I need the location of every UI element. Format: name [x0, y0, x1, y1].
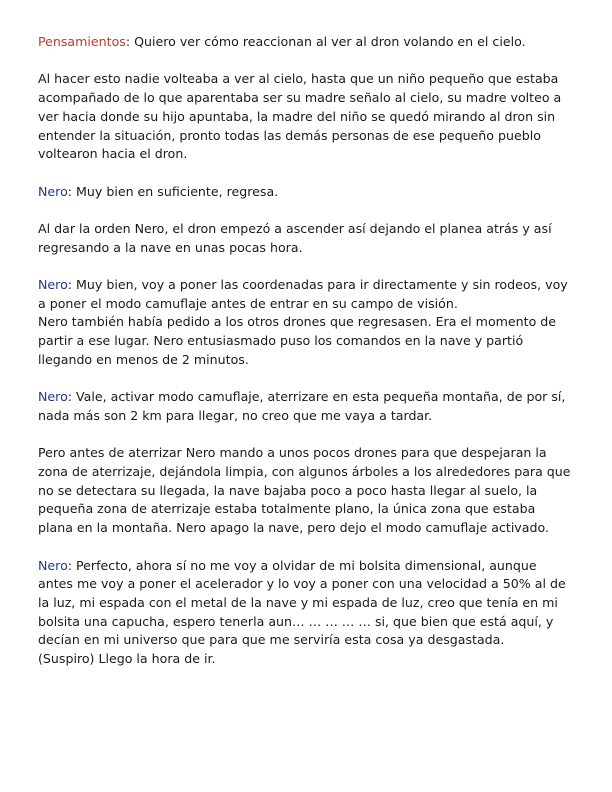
paragraph-text: Al dar la orden Nero, el dron empezó a ascender así dejando el planea atrás y así regresando a la nave en unas pocas hora.: [38, 220, 552, 255]
paragraph-4: [38, 220, 574, 257]
speaker-label: Nero: [38, 183, 68, 199]
paragraph-1: [38, 33, 574, 52]
paragraph-text: : Muy bien en suficiente, regresa.: [67, 183, 279, 199]
paragraph-text: : Perfecto, ahora sí no me voy a olvidar de mi bolsita dimensional, aunque antes me voy a poner el acelerador y lo voy a poner con una velocidad a 50% al de la luz, mi espada con el metal de la nave y mi espada de luz, creo que tenía en mi bolsita una capucha, espero tenerla aun… … … … … si, que bien que está aquí, y decían en mi universo que para que me serviría esta cosa ya desgastada. (Suspiro) Llego la hora de ir.: [38, 557, 566, 667]
speaker-label: Nero: [38, 557, 68, 573]
paragraph-text: : Quiero ver cómo reaccionan al ver al dron volando en el cielo.: [125, 34, 526, 49]
paragraph-2: [38, 70, 574, 164]
paragraph-7: [38, 444, 574, 538]
speaker-label: Nero: [38, 389, 68, 405]
paragraph-5: [38, 276, 574, 370]
paragraph-text: Al hacer esto nadie volteaba a ver al cielo, hasta que un niño pequeño que estaba acompañado de lo que aparentaba ser su madre señalo al cielo, su madre volteo a ver hacia donde su hijo apuntaba, la madre del niño se quedó mirando al dron sin entender la situación, pronto todas las demás personas de ese pequeño pueblo voltearon hacia el dron.: [38, 71, 562, 162]
paragraph-text: Pero antes de aterrizar Nero mando a unos pocos drones para que despejaran la zona de aterrizaje, dejándola limpia, con algunos árboles a los alrededores para que no se detectara su llegada, la nave bajaba poco a poco hasta llegar al suelo, la pequeña zona de aterrizaje estaba totalmente plano, la única zona que estaba plana en la montaña. Nero apago la nave, pero dejo el modo camuflaje activado.: [38, 445, 571, 536]
document-page: [38, 33, 574, 687]
paragraph-3: [38, 183, 574, 202]
paragraph-8: [38, 557, 574, 669]
speaker-label: Pensamientos: [38, 34, 126, 49]
speaker-label: Nero: [38, 277, 68, 293]
paragraph-text: : Vale, activar modo camuflaje, aterrizare en esta pequeña montaña, de por sí, nada más son 2 km para llegar, no creo que me vaya a tardar.: [38, 389, 566, 423]
paragraph-6: [38, 388, 574, 425]
paragraph-text: : Muy bien, voy a poner las coordenadas para ir directamente y sin rodeos, voy a poner el modo camuflaje antes de entrar en su campo de visión. Nero también había pedido a los otros drones que regresasen. Era el momento de partir a ese lugar. Nero entusiasmado puso los comandos en la nave y partió llegando en menos de 2 minutos.: [38, 277, 568, 367]
